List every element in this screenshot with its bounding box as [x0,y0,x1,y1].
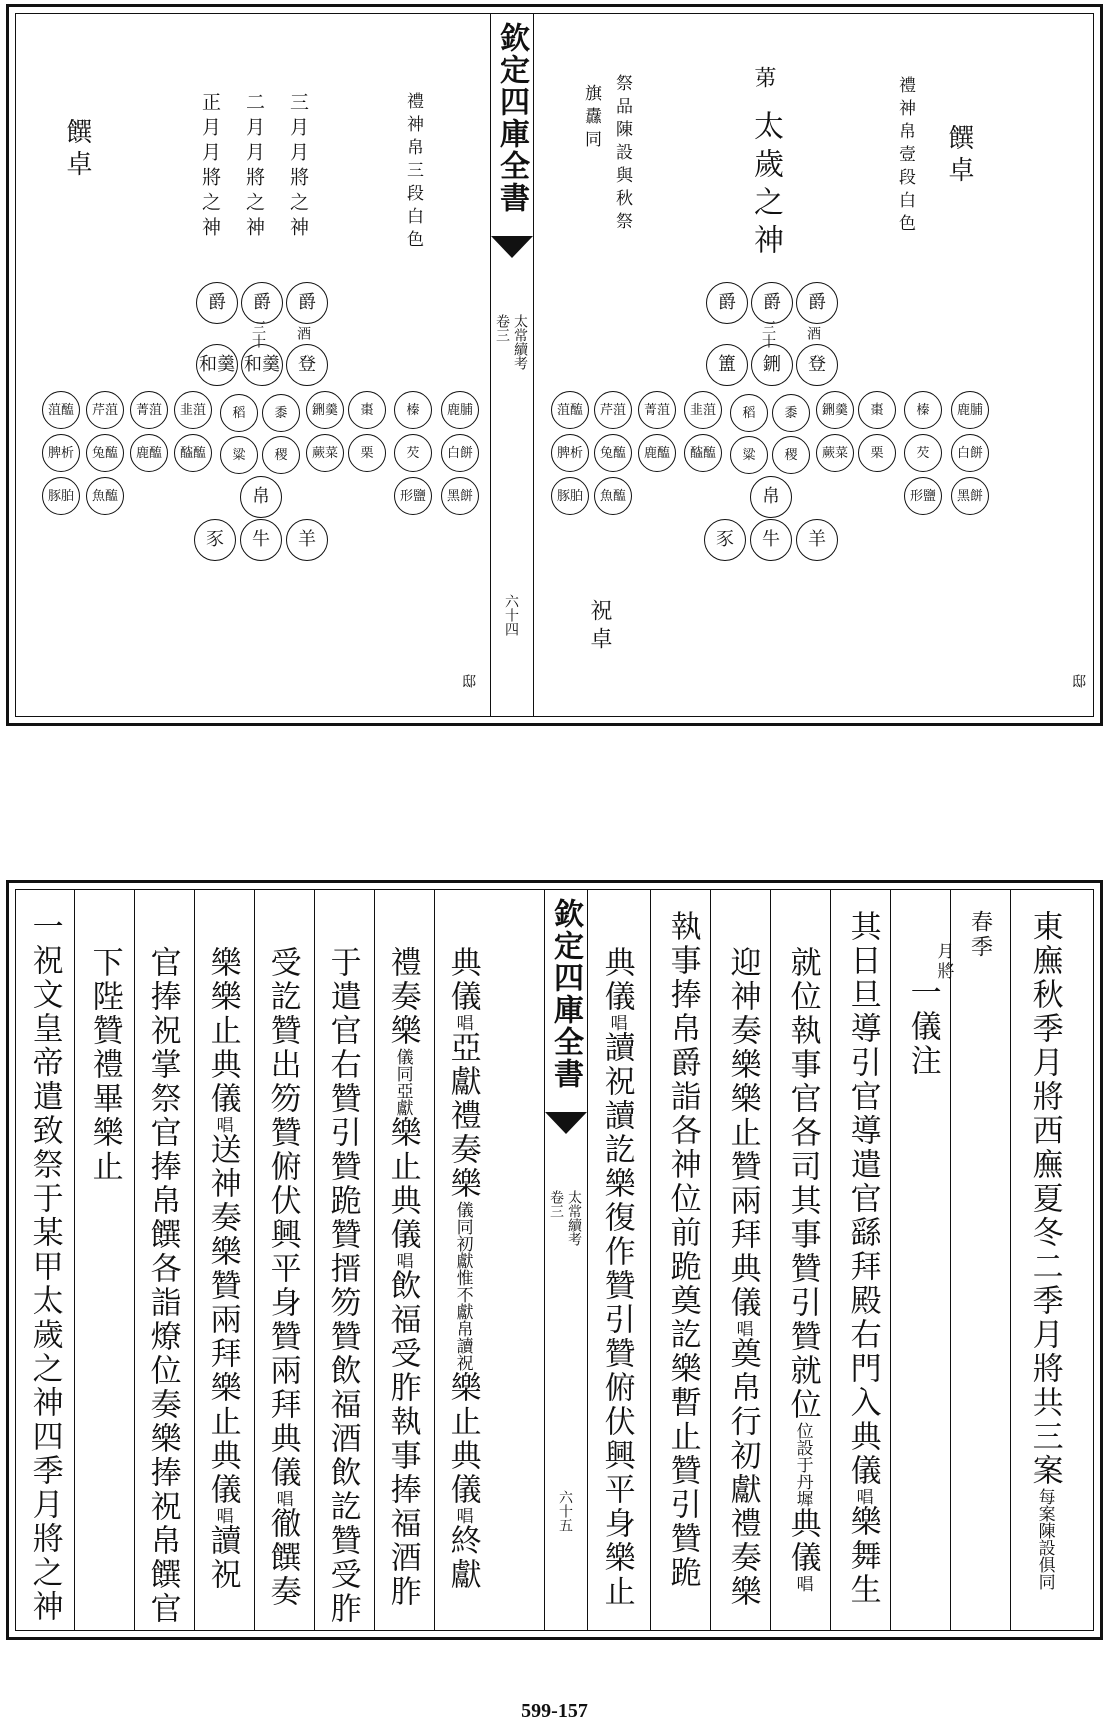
text-column: 禮奏樂儀同亞獻樂止典儀唱飲福受胙執事捧福酒胙 [384,946,421,1609]
month-general: 三月月將之神 [287,92,309,242]
offering-dish: 脾析 [42,434,80,472]
offering-dish: 黍 [262,394,300,432]
silk-dish: 帛 [240,476,282,518]
offering-dish: 脾析 [551,434,589,472]
text-column: 就位執事官各司其事贊引贊就位位設于丹墀典儀唱 [784,946,821,1592]
wine-cup: 爵 [751,282,793,324]
text-column: 下陛贊禮畢樂止 [86,946,123,1184]
offering-dish: 醓醢 [174,434,212,472]
wine-cup: 爵 [196,282,238,324]
wine-note: 酒 [805,326,821,340]
sacrifice-dish: 牛 [240,519,282,561]
deity-prefix: 苐 [751,66,776,96]
offering-dish: 形鹽 [904,477,942,515]
text-column: 執事捧帛爵詣各神位前跪奠訖樂暫止贊引贊跪 [664,910,701,1590]
offering-dish: 稷 [262,436,300,474]
book-title: 欽定四庫全書 [494,22,529,214]
silk-note-right: 禮神帛壹段白色 [895,76,915,237]
month-general: 正月月將之神 [199,92,221,242]
offering-dish: 稻 [220,394,258,432]
text-column: 典儀唱讀祝讀訖樂復作贊引贊俯伏興平身樂止 [598,946,635,1609]
wine-cup: 爵 [706,282,748,324]
offering-dish: 芹菹 [86,391,124,429]
offering-dish: 魚醢 [594,477,632,515]
seal-mark-left: 邸 [460,674,476,688]
offering-dish: 黑餅 [441,477,479,515]
juan-label: 卷三 [494,314,510,342]
offering-dish: 鹿脯 [951,391,989,429]
deity-name: 太歲之神 [748,110,783,262]
text-column: 春季 [967,910,993,960]
pot: 和羹 [196,344,238,386]
offering-dish: 兔醢 [594,434,632,472]
offering-dish: 芡 [394,434,432,472]
pot: 鉶 [751,344,793,386]
offering-dish: 蕨菜 [306,434,344,472]
top-page-frame [15,13,1094,717]
offering-dish: 芡 [904,434,942,472]
bottom-center-band [544,890,588,1630]
text-column: 樂樂止典儀唱送神奏樂贊兩拜樂止典儀唱讀祝 [204,946,241,1592]
offering-dish: 菁菹 [638,391,676,429]
offering-dish: 醓醢 [684,434,722,472]
series-note: 太常續考 [566,1190,582,1246]
text-column: 東廡秋季月將西廡夏冬二季月將共三案每案陳設俱同 [1026,910,1063,1590]
offering-dish: 鹿醢 [130,434,168,472]
wine-note: 酒 [295,326,311,340]
wine-cup: 爵 [241,282,283,324]
label-zhuan-left: 饌卓 [62,118,92,182]
footer-page-number: 599-157 [521,1700,588,1722]
offering-dish: 菁菹 [130,391,168,429]
text-column: 迎神奏樂樂止贊兩拜典儀唱奠帛行初獻禮奏樂 [724,946,761,1609]
text-column: 受訖贊出笏贊俯伏興平身贊兩拜典儀唱徹饌奏 [264,946,301,1609]
text-column: 于遣官右贊引贊跪贊搢笏贊飲福酒飲訖贊受胙 [324,946,361,1626]
sacrifice-dish: 羊 [286,519,328,561]
bottom-page-spread [6,880,1103,1640]
wine-cup: 爵 [796,282,838,324]
text-column: 一祝文皇帝遣致祭于某甲太歲之神四季月將之神 [26,910,63,1624]
offering-dish: 粱 [220,436,258,474]
offering-dish: 榛 [394,391,432,429]
items-note: 祭品陳設與秋祭 [612,74,632,235]
sacrifice-dish: 豕 [704,519,746,561]
sacrifice-dish: 豕 [194,519,236,561]
month-general: 二月月將之神 [243,92,265,242]
items-note-2: 旗纛同 [581,84,601,153]
offering-dish: 鉶羹 [816,391,854,429]
text-column: 官捧祝掌祭官捧帛饌各詣燎位奏樂捧祝帛饌官 [144,946,181,1626]
pot: 登 [286,344,328,386]
bottom-page-frame [15,889,1094,1631]
text-column: 月將 [933,942,954,982]
silk-note-left: 禮神帛三段白色 [403,92,423,253]
offering-dish: 白餅 [951,434,989,472]
pot: 登 [796,344,838,386]
top-center-band [490,14,534,716]
silk-dish: 帛 [750,476,792,518]
seal-mark-right: 邸 [1070,674,1086,688]
text-column: 典儀唱亞獻禮奏樂儀同初獻惟不獻帛讀祝樂止典儀唱終獻 [444,946,481,1592]
offering-dish: 韭菹 [684,391,722,429]
fishtail-mark [545,1112,587,1134]
offering-dish: 栗 [858,434,896,472]
series-note: 太常續考 [512,314,528,370]
offering-dish: 兔醢 [86,434,124,472]
fishtail-mark [491,236,533,258]
offering-dish: 稷 [772,436,810,474]
book-title: 欽定四庫全書 [548,898,583,1090]
offering-dish: 菹醢 [42,391,80,429]
pot: 簠 [706,344,748,386]
offering-dish: 粱 [730,436,768,474]
offering-dish: 芹菹 [594,391,632,429]
offering-dish: 栗 [348,434,386,472]
offering-dish: 黑餅 [951,477,989,515]
offering-dish: 稻 [730,394,768,432]
offering-dish: 鉶羹 [306,391,344,429]
page-number: 六十五 [557,1490,573,1532]
pot: 和羹 [241,344,283,386]
text-column: 其日旦導引官導遣官繇拜殿右門入典儀唱樂舞生 [844,910,881,1607]
juan-label: 卷三 [548,1190,564,1218]
label-zhuan-right: 饌卓 [944,124,974,188]
top-page-spread [6,4,1103,726]
offering-dish: 棗 [348,391,386,429]
wine-cup: 爵 [286,282,328,324]
offering-dish: 豚胉 [42,477,80,515]
offering-dish: 菹醢 [551,391,589,429]
offering-dish: 鹿醢 [638,434,676,472]
offering-dish: 榛 [904,391,942,429]
offering-dish: 魚醢 [86,477,124,515]
wine-count: 三十 [760,320,776,348]
wine-count: 三十 [250,320,266,348]
page-number: 六十四 [503,594,519,636]
offering-dish: 白餅 [441,434,479,472]
offering-dish: 蕨菜 [816,434,854,472]
offering-dish: 棗 [858,391,896,429]
offering-dish: 韭菹 [174,391,212,429]
sacrifice-dish: 牛 [750,519,792,561]
text-column: 一儀注 [904,976,941,1078]
offering-dish: 豚胉 [551,477,589,515]
offering-dish: 形鹽 [394,477,432,515]
offering-dish: 黍 [772,394,810,432]
sacrifice-dish: 羊 [796,519,838,561]
altar-label: 祝卓 [587,599,612,655]
offering-dish: 鹿脯 [441,391,479,429]
